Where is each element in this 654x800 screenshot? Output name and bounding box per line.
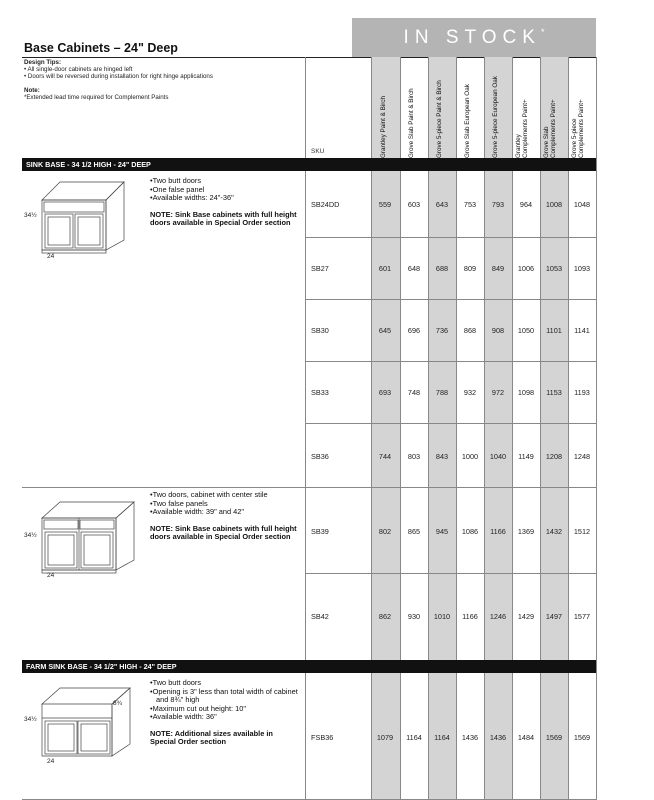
price-cell: 1164 [434, 733, 450, 742]
price-cell: 1141 [574, 326, 590, 335]
design-tip: • All single-door cabinets are hinged left [24, 66, 213, 73]
feature-item: • Two butt doors [150, 177, 302, 186]
price-cell: 1436 [489, 733, 507, 742]
price-cell: 802 [378, 527, 392, 536]
price-cell: 1497 [545, 612, 563, 621]
row-divider [305, 237, 596, 238]
sink-base-drawing [34, 176, 134, 256]
feature-list [150, 679, 298, 722]
row-divider [305, 423, 596, 424]
special-order-note: NOTE: Sink Base cabinets with full height doors available in Special Order section [150, 209, 297, 227]
price-cell: 1050 [517, 326, 535, 335]
price-cell: 1208 [545, 452, 563, 461]
page-title: Base Cabinets – 24" Deep [24, 41, 178, 55]
price-cell: 753 [463, 200, 477, 209]
price-cell: 693 [378, 388, 392, 397]
price-cell: 1248 [573, 452, 591, 461]
note-text: *Extended lead time required for Complement Paints [24, 94, 169, 102]
price-cell: 932 [463, 388, 477, 397]
price-cell: 648 [407, 264, 421, 273]
sku-cell: FSB36 [311, 733, 334, 742]
price-cell: 1569 [545, 733, 563, 742]
feature-item: • Available width: 36" [150, 713, 298, 722]
column-header-grove-5piece-paint-birch: Grove 5-piece Paint & Birch [436, 80, 443, 158]
sku-cell: SB33 [311, 388, 329, 397]
price-cell: 1166 [490, 527, 506, 536]
farm-sink-base-description [150, 679, 298, 747]
depth-dimension: 24 [47, 758, 55, 765]
price-cell: 1569 [573, 733, 591, 742]
wide-sink-base-drawing [34, 496, 144, 576]
height-dimension: 34½ [24, 212, 37, 219]
column-header-grove-slab-complements-paint: Grove Slab Complements Paint+ [543, 99, 557, 158]
price-cell: 945 [435, 527, 449, 536]
column-header-grantley-complements-paint: Grantley Complements Paint+ [515, 99, 529, 158]
feature-item: • Available widths: 24"-36" [150, 194, 302, 203]
price-cell: 1053 [545, 264, 563, 273]
price-cell: 793 [491, 200, 505, 209]
design-tips [24, 59, 213, 101]
sku-cell: SB39 [311, 527, 329, 536]
price-cell: 748 [407, 388, 421, 397]
note-heading: Note: [24, 87, 40, 95]
price-cell: 1006 [517, 264, 535, 273]
price-cell: 744 [378, 452, 392, 461]
sink-base-description [150, 177, 302, 228]
price-cell: 696 [407, 326, 421, 335]
price-cell: 908 [491, 326, 505, 335]
grid-line [596, 57, 597, 800]
column-header-grove-slab-paint-birch: Grove Slab Paint & Birch [408, 88, 415, 158]
column-header-grantley-paint-birch: Grantley Paint & Birch [380, 96, 387, 158]
price-cell: 1000 [461, 452, 479, 461]
price-cell: 1048 [573, 200, 591, 209]
sku-cell: SB27 [311, 264, 329, 273]
price-cell: 1079 [376, 733, 394, 742]
feature-list [150, 491, 302, 517]
in-stock-label: IN STOCK [403, 27, 541, 48]
group-divider [22, 487, 596, 488]
price-cell: 930 [407, 612, 421, 621]
price-cell: 1369 [517, 527, 535, 536]
price-cell: 1166 [462, 612, 478, 621]
price-cell: 849 [491, 264, 505, 273]
price-cell: 972 [491, 388, 505, 397]
price-cell: 1098 [517, 388, 535, 397]
price-cell: 1040 [489, 452, 507, 461]
price-cell: 964 [519, 200, 533, 209]
feature-list [150, 177, 302, 203]
feature-item: • Maximum cut out height: 10" [150, 705, 298, 714]
price-cell: 1432 [545, 527, 563, 536]
height-dimension: 34½ [24, 532, 37, 539]
price-cell: 603 [407, 200, 421, 209]
column-header-grove-slab-european-oak: Grove Slab European Oak [464, 84, 471, 158]
height-dimension: 34½ [24, 716, 37, 723]
farm-sink-base-drawing [34, 680, 144, 764]
design-tips-list [24, 66, 213, 80]
price-cell: 868 [463, 326, 477, 335]
sku-cell: SB24DD [311, 200, 340, 209]
section-header-sink-base: SINK BASE - 34 1/2 HIGH - 24" DEEP [22, 158, 596, 171]
price-cell: 1086 [461, 527, 479, 536]
depth-dimension: 24 [47, 572, 55, 579]
design-tips-heading: Design Tips: [24, 59, 62, 66]
row-divider [305, 573, 596, 574]
price-cell: 645 [378, 326, 392, 335]
price-cell: 1246 [489, 612, 507, 621]
price-cell: 1512 [573, 527, 591, 536]
wide-sink-base-description [150, 491, 302, 542]
special-order-note: NOTE: Sink Base cabinets with full height doors available in Special Order section [150, 523, 297, 541]
column-header-grove-5piece-european-oak: Grove 5-piece European Oak [492, 76, 499, 158]
price-cell: 1093 [573, 264, 591, 273]
price-cell: 688 [435, 264, 449, 273]
price-cell: 736 [435, 326, 449, 335]
price-cell: 1436 [461, 733, 479, 742]
price-cell: 1429 [517, 612, 535, 621]
price-cell: 1101 [546, 326, 562, 335]
row-divider [305, 299, 596, 300]
special-order-note: NOTE: Additional sizes available in Special Order section [150, 728, 273, 746]
price-cell: 1484 [517, 733, 535, 742]
price-cell: 1164 [406, 733, 422, 742]
price-cell: 803 [407, 452, 421, 461]
sku-cell: SB42 [311, 612, 329, 621]
price-cell: 1149 [518, 452, 534, 461]
section-header-farm-sink-base: FARM SINK BASE - 34 1/2" HIGH - 24" DEEP [22, 660, 596, 673]
design-tip: • Doors will be reversed during installation for right hinge applications [24, 73, 213, 80]
price-cell: 788 [435, 388, 449, 397]
depth-dimension: 24 [47, 253, 55, 260]
price-cell: 862 [378, 612, 392, 621]
price-cell: 1008 [545, 200, 563, 209]
price-cell: 1577 [573, 612, 591, 621]
sku-cell: SB30 [311, 326, 329, 335]
price-cell: 1010 [433, 612, 451, 621]
opening-dimension: 8¾ [113, 700, 123, 707]
price-cell: 601 [378, 264, 392, 273]
feature-item: • One false panel [150, 186, 302, 195]
price-cell: 809 [463, 264, 477, 273]
price-cell: 643 [435, 200, 449, 209]
row-divider [305, 361, 596, 362]
column-header-grove-5piece-complements-paint: Grove 5-piece Complements Paint+ [571, 99, 585, 158]
feature-item: • Two false panels [150, 500, 302, 509]
in-stock-asterisk: * [540, 27, 545, 37]
feature-item: • Two butt doors [150, 679, 298, 688]
feature-item: • Available width: 39" and 42" [150, 508, 302, 517]
sku-column-header: SKU [311, 148, 325, 155]
price-cell: 865 [407, 527, 421, 536]
price-cell: 559 [378, 200, 392, 209]
price-cell: 1153 [546, 388, 562, 397]
feature-item: • Two doors, cabinet with center stile [150, 491, 302, 500]
feature-item: • Opening is 3" less than total width of cabinet and 8¾" high [150, 688, 298, 705]
price-cell: 843 [435, 452, 449, 461]
sku-cell: SB36 [311, 452, 329, 461]
price-cell: 1193 [574, 388, 590, 397]
